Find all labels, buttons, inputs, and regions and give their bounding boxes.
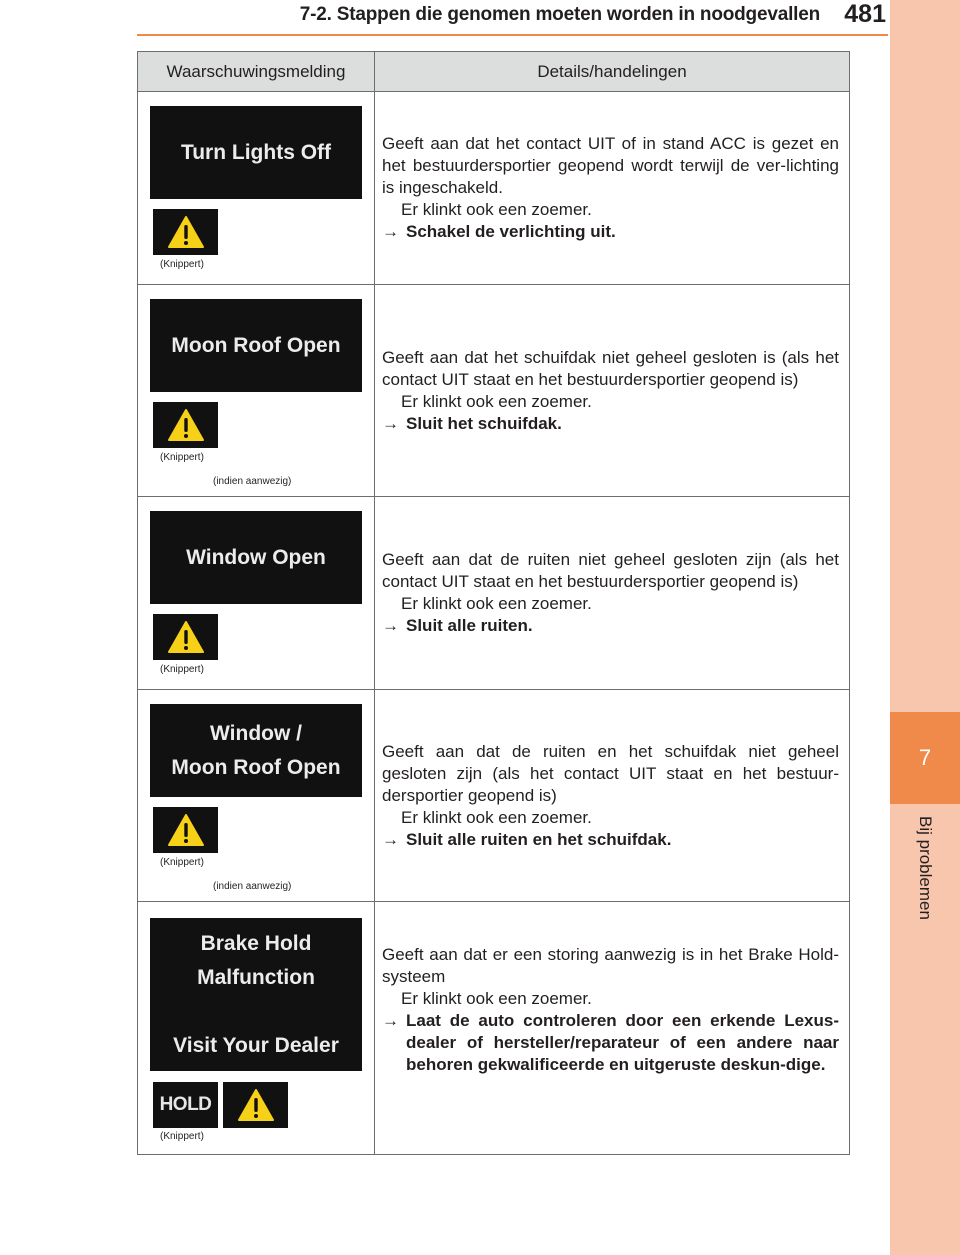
description-text: Geeft aan dat er een storing aanwezig is in het Brake Hold-systeem [382,945,839,986]
warning-image-cell [138,690,375,902]
chapter-number: 7 [890,712,960,804]
column-header-details: Details/handelingen [375,52,850,92]
chapter-side-tab [890,0,960,1255]
arrow-icon: → [382,1011,399,1030]
column-header-warning: Waarschuwingsmelding [138,52,375,92]
flashing-note: (Knippert) [160,1131,204,1142]
description-text: Geeft aan dat het contact UIT of in stand ACC is gezet en het bestuurdersportier geopend wordt terwijl de ver-lichting is ingeschakeld. [382,134,839,197]
action-text: → Schakel de verlichting uit. [382,222,616,241]
action-text: → Laat de auto controleren door een erkende Lexus-dealer of hersteller/reparateur of een andere naar behoren gekwalificeerde en uitgeruste deskun-dige. [382,1011,839,1074]
display-text: Turn Lights Off [180,140,332,164]
flashing-note: (Knippert) [160,452,204,463]
hold-icon [153,1082,218,1128]
warning-triangle-icon [153,807,218,853]
buzzer-text: Er klinkt ook een zoemer. [401,391,592,411]
display-text-line-2: Malfunction [197,965,315,989]
section-title: 7-2. Stappen die genomen moeten worden in noodgevallen [299,4,820,25]
warning-image-cell [138,497,375,690]
arrow-icon: → [382,829,399,849]
warning-triangle-icon [153,402,218,448]
table-row [138,690,850,902]
description-text: Geeft aan dat de ruiten en het schuifdak niet geheel gesloten zijn (als het contact UIT staat en het bestuur-dersportier geopend is) [382,741,839,805]
table-row [138,902,850,1155]
details-cell [375,92,850,285]
message-display [150,918,362,1071]
message-display [150,704,362,797]
warning-triangle-icon [153,614,218,660]
buzzer-text: Er klinkt ook een zoemer. [401,989,592,1008]
details-cell [375,285,850,497]
buzzer-text: Er klinkt ook een zoemer. [401,807,592,827]
arrow-icon: → [382,413,399,433]
chapter-title: Bij problemen [916,816,935,920]
display-text-line-1: Brake Hold [200,931,312,955]
warning-message-table [137,51,850,1155]
buzzer-text: Er klinkt ook een zoemer. [401,594,592,613]
warning-triangle-icon [223,1082,288,1128]
description-text: Geeft aan dat het schuifdak niet geheel gesloten is (als het contact UIT staat en het bestuurdersportier geopend is) [382,347,839,389]
buzzer-text: Er klinkt ook een zoemer. [401,200,592,219]
warning-image-cell [138,285,375,497]
action-text: → Sluit het schuifdak. [382,413,562,433]
flashing-note: (Knippert) [160,259,204,270]
message-display [150,299,362,392]
display-text: Moon Roof Open [171,333,341,357]
if-equipped-note: (indien aanwezig) [213,476,292,487]
message-display [150,511,362,604]
details-cell [375,902,850,1155]
display-text-line-3: Visit Your Dealer [173,1033,339,1057]
hold-label: HOLD [159,1094,212,1115]
table-row [138,285,850,497]
flashing-note: (Knippert) [160,664,204,675]
description-text: Geeft aan dat de ruiten niet geheel gesloten zijn (als het contact UIT staat en het bestuurdersportier geopend is) [382,550,839,591]
warning-image-cell [138,92,375,285]
table-row [138,92,850,285]
arrow-icon: → [382,616,399,635]
if-equipped-note: (indien aanwezig) [213,881,292,892]
display-text-line-1: Window / [210,721,302,745]
action-text: → Sluit alle ruiten en het schuifdak. [382,829,672,849]
header-divider [137,34,888,36]
warning-image-cell [138,902,375,1155]
display-text-line-2: Moon Roof Open [171,755,341,779]
table-header-row [138,52,850,92]
warning-triangle-icon [153,209,218,255]
flashing-note: (Knippert) [160,857,204,868]
details-cell [375,497,850,690]
table-row [138,497,850,690]
page-number: 481 [844,0,886,28]
action-text: → Sluit alle ruiten. [382,616,533,635]
arrow-icon: → [382,222,399,241]
display-text: Window Open [186,545,326,569]
message-display [150,106,362,199]
details-cell [375,690,850,902]
